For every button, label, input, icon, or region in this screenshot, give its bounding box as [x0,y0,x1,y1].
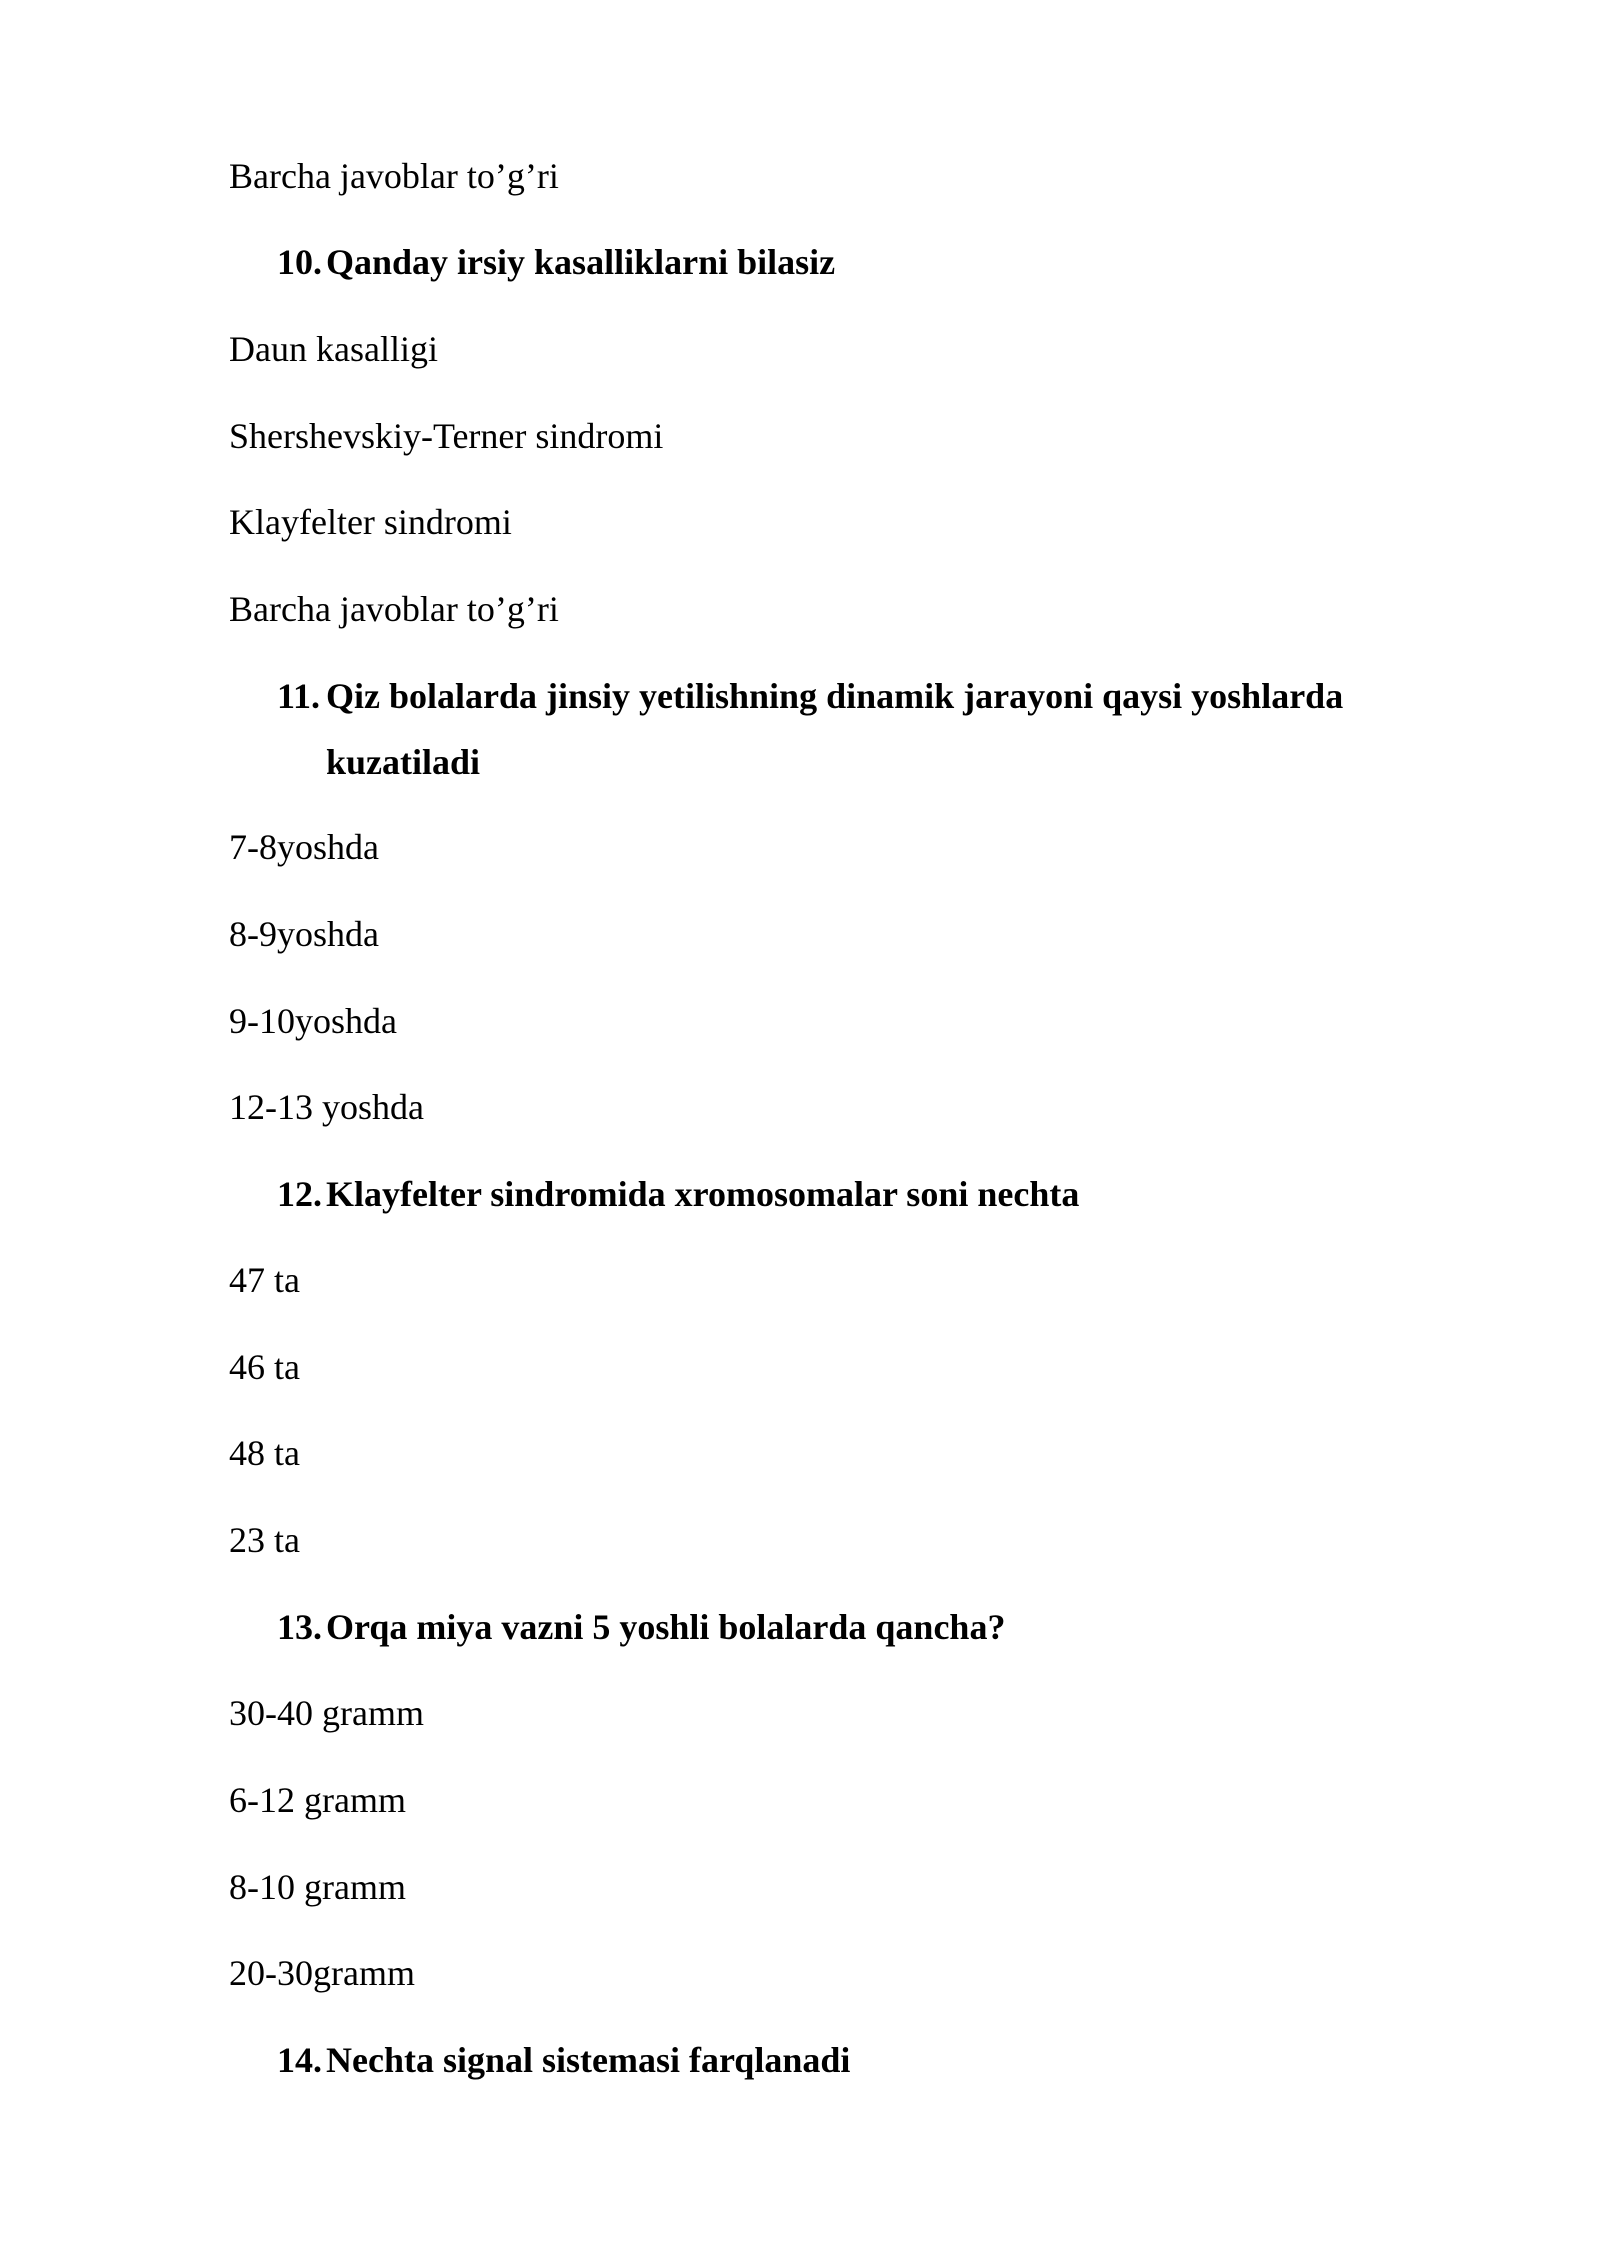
answer-option: 9-10yoshda [229,1001,397,1041]
question-10 [277,240,835,284]
question-text: Qiz bolalarda jinsiy yetilishning dinamik jarayoni qaysi yoshlarda kuzatiladi [326,676,1344,782]
answer-option: 6-12 gramm [229,1780,406,1820]
question-text: Orqa miya vazni 5 yoshli bolalarda qancha? [326,1607,1006,1647]
answer-option: 48 ta [229,1433,300,1473]
question-11 [277,663,1437,795]
question-text: Qanday irsiy kasalliklarni bilasiz [326,242,836,282]
answer-option: 30-40 gramm [229,1693,424,1733]
answer-option: 20-30gramm [229,1953,415,1993]
question-13 [277,1605,1005,1649]
answer-option: 23 ta [229,1520,300,1560]
answer-option: 8-10 gramm [229,1867,406,1907]
question-14 [277,2038,850,2082]
answer-option: Barcha javoblar to’g’ri [229,156,559,196]
question-text: Klayfelter sindromida xromosomalar soni nechta [326,1174,1080,1214]
answer-option: Daun kasalligi [229,329,438,369]
question-number: 13. [277,1607,322,1647]
answer-option: Shershevskiy-Terner sindromi [229,416,664,456]
answer-option: 46 ta [229,1347,300,1387]
question-number: 14. [277,2040,322,2080]
answer-option: Barcha javoblar to’g’ri [229,589,559,629]
answer-option: 8-9yoshda [229,914,379,954]
answer-option: 47 ta [229,1260,300,1300]
question-text: Nechta signal sistemasi farqlanadi [326,2040,851,2080]
answer-option: 12-13 yoshda [229,1087,424,1127]
answer-option: Klayfelter sindromi [229,502,512,542]
answer-option: 7-8yoshda [229,827,379,867]
question-number: 11. [277,676,321,716]
question-12 [277,1172,1079,1216]
question-number: 10. [277,242,322,282]
question-number: 12. [277,1174,322,1214]
